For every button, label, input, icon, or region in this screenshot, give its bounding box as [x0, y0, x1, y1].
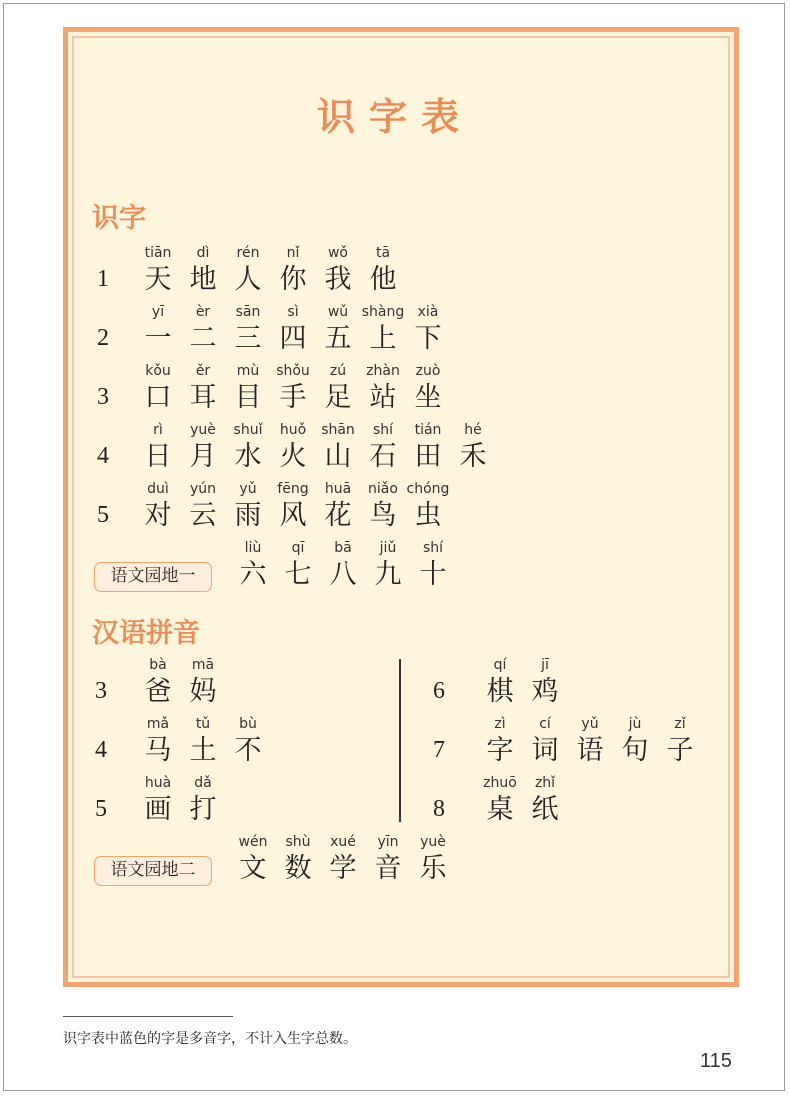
hanzi: 坐 [414, 382, 442, 413]
char-cell [405, 480, 451, 534]
pinyin: jiǔ [379, 540, 397, 556]
pinyin: zhǐ [534, 775, 556, 791]
char-cell [522, 774, 568, 828]
hanzi: 五 [324, 323, 352, 354]
pinyin: shàng [361, 304, 405, 320]
page-number: 115 [700, 1050, 732, 1072]
pinyin: fēng [277, 481, 309, 497]
pinyin: zì [494, 716, 506, 732]
hanzi: 月 [189, 441, 217, 472]
pinyin: shān [321, 422, 355, 438]
pinyin: tián [414, 422, 442, 438]
hanzi: 词 [531, 735, 559, 766]
hanzi: 石 [369, 441, 397, 472]
row-number: 3 [97, 384, 109, 410]
hanzi: 棋 [486, 676, 514, 707]
pinyin: yuè [420, 834, 446, 850]
pinyin: shù [285, 834, 311, 850]
hanzi: 口 [144, 382, 172, 413]
char-cell [405, 303, 451, 357]
pinyin: huà [144, 775, 172, 791]
row-number: 8 [433, 796, 445, 822]
column-divider [399, 659, 401, 822]
row-number: 3 [95, 678, 107, 704]
hanzi: 音 [374, 853, 402, 884]
hanzi: 三 [234, 323, 262, 354]
pinyin: kǒu [145, 363, 171, 379]
hanzi: 鸟 [369, 500, 397, 531]
pinyin: tā [375, 245, 391, 261]
row-number: 5 [95, 796, 107, 822]
hanzi: 画 [144, 794, 172, 825]
char-cell [180, 656, 226, 710]
pinyin: qí [493, 657, 507, 673]
pinyin: yī [151, 304, 165, 320]
section-heading-shizi: 识字 [92, 203, 146, 234]
pinyin: wǒ [327, 245, 348, 261]
pinyin: dì [196, 245, 210, 261]
char-cell [657, 715, 703, 769]
hanzi: 目 [234, 382, 262, 413]
char-cell [522, 656, 568, 710]
pinyin: bā [334, 540, 352, 556]
hanzi: 句 [621, 735, 649, 766]
hanzi: 语 [576, 735, 604, 766]
char-cell [180, 774, 226, 828]
hanzi: 打 [189, 794, 217, 825]
pinyin: sì [287, 304, 299, 320]
pinyin: tiān [144, 245, 172, 261]
hanzi: 风 [279, 500, 307, 531]
pinyin: shuǐ [233, 422, 263, 438]
row-number: 6 [433, 678, 445, 704]
hanzi: 桌 [486, 794, 514, 825]
section-heading-pinyin: 汉语拼音 [92, 618, 200, 649]
hanzi: 十 [419, 559, 447, 590]
footnote: 识字表中蓝色的字是多音字，不计入生字总数。 [63, 1031, 357, 1047]
pinyin: shǒu [276, 363, 310, 379]
hanzi: 鸡 [531, 676, 559, 707]
pinyin: tǔ [195, 716, 211, 732]
hanzi: 不 [234, 735, 262, 766]
pinyin: liù [244, 540, 262, 556]
hanzi: 六 [239, 559, 267, 590]
hanzi: 乐 [419, 853, 447, 884]
pinyin: zhuō [483, 775, 517, 791]
hanzi: 九 [374, 559, 402, 590]
hanzi: 足 [324, 382, 352, 413]
hanzi: 火 [279, 441, 307, 472]
hanzi: 纸 [531, 794, 559, 825]
pinyin: yǔ [581, 716, 599, 732]
hanzi: 站 [369, 382, 397, 413]
hanzi: 妈 [189, 676, 217, 707]
row-number: 1 [97, 266, 109, 292]
pinyin: bà [149, 657, 167, 673]
hanzi: 爸 [144, 676, 172, 707]
hanzi: 一 [144, 323, 172, 354]
hanzi: 田 [414, 441, 442, 472]
char-cell [405, 362, 451, 416]
hanzi: 上 [369, 323, 397, 354]
hanzi: 花 [324, 500, 352, 531]
hanzi: 地 [189, 264, 217, 295]
pinyin: yīn [377, 834, 399, 850]
pinyin: wǔ [327, 304, 349, 320]
pinyin: chóng [406, 481, 450, 497]
page-title: 识字表 [316, 94, 473, 139]
char-cell [225, 715, 271, 769]
hanzi: 日 [144, 441, 172, 472]
pinyin: mù [236, 363, 260, 379]
hanzi: 字 [486, 735, 514, 766]
hanzi: 数 [284, 853, 312, 884]
pinyin: jī [541, 657, 549, 673]
pinyin: duì [147, 481, 169, 497]
hanzi: 土 [189, 735, 217, 766]
pinyin: xià [417, 304, 439, 320]
hanzi: 天 [144, 264, 172, 295]
pinyin: sān [235, 304, 261, 320]
char-cell [410, 539, 456, 593]
pinyin: zǐ [674, 716, 686, 732]
pinyin: qī [291, 540, 305, 556]
pinyin: huā [324, 481, 352, 497]
pinyin: yǔ [239, 481, 257, 497]
hanzi: 雨 [234, 500, 262, 531]
row-number: 4 [95, 737, 107, 763]
hanzi: 学 [329, 853, 357, 884]
hanzi: 对 [144, 500, 172, 531]
pinyin: rén [236, 245, 260, 261]
row-number: 2 [97, 325, 109, 351]
pinyin: zuò [415, 363, 441, 379]
hanzi: 七 [284, 559, 312, 590]
pinyin: niǎo [368, 481, 398, 497]
hanzi: 你 [279, 264, 307, 295]
hanzi: 水 [234, 441, 262, 472]
pinyin: èr [195, 304, 211, 320]
garden-badge: 语文园地二 [94, 856, 212, 886]
row-number: 5 [97, 502, 109, 528]
footnote-rule [63, 1016, 233, 1017]
pinyin: zú [329, 363, 347, 379]
row-number: 4 [97, 443, 109, 469]
pinyin: yuè [190, 422, 216, 438]
hanzi: 他 [369, 264, 397, 295]
pinyin: shí [422, 540, 444, 556]
hanzi: 文 [239, 853, 267, 884]
pinyin: huǒ [279, 422, 307, 438]
hanzi: 四 [279, 323, 307, 354]
pinyin: wén [238, 834, 268, 850]
pinyin: jù [628, 716, 642, 732]
hanzi: 耳 [189, 382, 217, 413]
pinyin: xué [330, 834, 356, 850]
hanzi: 我 [324, 264, 352, 295]
garden-badge: 语文园地一 [94, 562, 212, 592]
hanzi: 马 [144, 735, 172, 766]
char-cell [360, 244, 406, 298]
pinyin: ěr [195, 363, 211, 379]
hanzi: 八 [329, 559, 357, 590]
row-number: 7 [433, 737, 445, 763]
hanzi: 禾 [459, 441, 487, 472]
hanzi: 山 [324, 441, 352, 472]
pinyin: bù [239, 716, 257, 732]
char-cell [410, 833, 456, 887]
pinyin: hé [464, 422, 482, 438]
pinyin: nǐ [286, 245, 300, 261]
pinyin: zhàn [366, 363, 400, 379]
pinyin: shí [372, 422, 394, 438]
hanzi: 人 [234, 264, 262, 295]
pinyin: yún [189, 481, 217, 497]
hanzi: 二 [189, 323, 217, 354]
pinyin: dǎ [194, 775, 212, 791]
hanzi: 虫 [414, 500, 442, 531]
pinyin: rì [153, 422, 163, 438]
hanzi: 手 [279, 382, 307, 413]
char-cell [450, 421, 496, 475]
pinyin: cí [539, 716, 551, 732]
pinyin: mā [191, 657, 215, 673]
hanzi: 云 [189, 500, 217, 531]
hanzi: 下 [414, 323, 442, 354]
hanzi: 子 [666, 735, 694, 766]
pinyin: mǎ [146, 716, 170, 732]
